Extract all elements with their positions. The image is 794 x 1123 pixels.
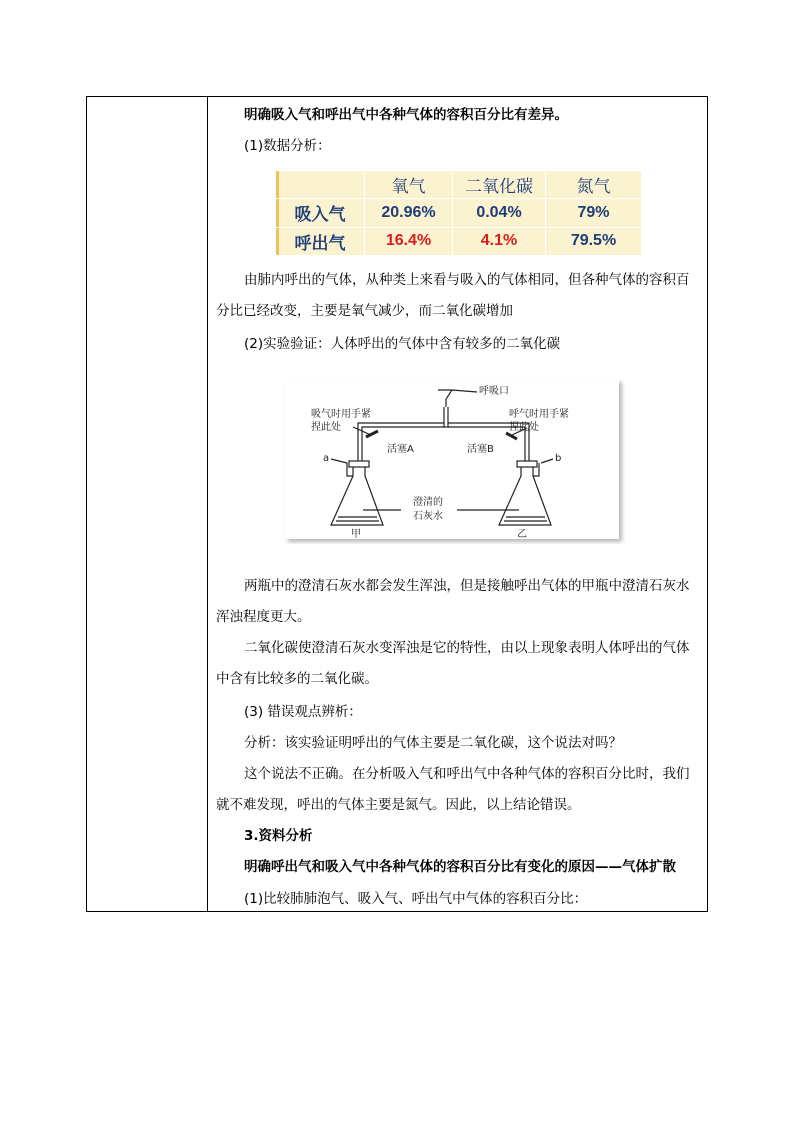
label-valve-a: 活塞A — [387, 444, 414, 455]
para-1-line-1: 由肺内呼出的气体，从种类上来看与吸入的气体相同，但各种气体的容积百 — [244, 272, 690, 288]
cell-exhaled-oxygen: 16.4% — [365, 227, 453, 255]
left-column-cell — [87, 97, 208, 911]
para-1-line-2: 分比已经改变，主要是氧气减少，而二氧化碳增加 — [216, 303, 513, 319]
para-3-line-2: 中含有比较多的二氧化碳。 — [216, 671, 378, 687]
table-header-row — [276, 171, 642, 199]
item-compare-alveolar: (1)比较肺肺泡气、吸入气、呼出气中气体的容积百分比： — [244, 891, 588, 907]
label-right-pinch-1: 呼气时用手紧 — [509, 409, 569, 420]
lesson-table — [86, 96, 708, 912]
gas-volume-table — [275, 170, 642, 256]
label-yi: 乙 — [517, 529, 527, 540]
label-right-pinch-2: 捏此处 — [509, 422, 539, 433]
para-4-line-1: 这个说法不正确。在分析吸入气和呼出气中各种气体的容积百分比时，我们 — [244, 766, 690, 782]
cell-inhaled-oxygen: 20.96% — [365, 199, 453, 227]
item-experiment: (2)实验验证：人体呼出的气体中含有较多的二氧化碳 — [244, 336, 561, 352]
label-left-pinch-2: 捏此处 — [311, 422, 341, 433]
cell-inhaled-nitrogen: 79% — [546, 199, 642, 227]
cell-inhaled-co2: 0.04% — [453, 199, 546, 227]
content-cell — [208, 97, 707, 911]
row-label-inhaled: 吸入气 — [276, 199, 365, 227]
table-corner — [276, 171, 365, 199]
heading-gas-diffusion: 明确呼出气和吸入气中各种气体的容积百分比有变化的原因——气体扩散 — [244, 859, 676, 875]
heading-volume-difference: 明确吸入气和呼出气中各种气体的容积百分比有差异。 — [244, 107, 568, 123]
label-a: a — [323, 453, 330, 464]
cell-exhaled-co2: 4.1% — [453, 227, 546, 255]
header-oxygen: 氧气 — [365, 171, 453, 199]
cell-exhaled-nitrogen: 79.5% — [546, 227, 642, 255]
item-data-analysis: (1)数据分析： — [244, 138, 331, 154]
item-misconception: (3) 错误观点辨析： — [244, 704, 362, 720]
label-valve-b: 活塞B — [467, 444, 494, 455]
header-co2: 二氧化碳 — [453, 171, 546, 199]
label-jia: 甲 — [351, 529, 361, 540]
label-water-1: 澄清的 — [413, 497, 443, 508]
label-left-pinch-1: 吸气时用手紧 — [311, 409, 371, 420]
para-4-line-2: 就不难发现，呼出的气体主要是氮气。因此，以上结论错误。 — [216, 797, 581, 813]
experiment-apparatus-figure — [283, 377, 625, 544]
row-label-exhaled: 呼出气 — [276, 227, 365, 255]
para-3-line-1: 二氧化碳使澄清石灰水变浑浊是它的特性，由以上现象表明人体呼出的气体 — [244, 640, 690, 656]
label-inlet: 呼吸口 — [479, 386, 509, 397]
label-water-2: 石灰水 — [413, 511, 443, 522]
label-b: b — [555, 453, 562, 464]
table-row-exhaled — [276, 227, 642, 255]
table-row-inhaled — [276, 199, 642, 227]
para-2-line-2: 浑浊程度更大。 — [216, 609, 311, 625]
analysis-question: 分析：该实验证明呼出的气体主要是二氧化碳，这个说法对吗？ — [244, 735, 622, 751]
header-nitrogen: 氮气 — [546, 171, 642, 199]
para-2-line-1: 两瓶中的澄清石灰水都会发生浑浊，但是接触呼出气体的甲瓶中澄清石灰水 — [244, 578, 690, 594]
section-data-analysis: 3.资料分析 — [244, 828, 313, 844]
